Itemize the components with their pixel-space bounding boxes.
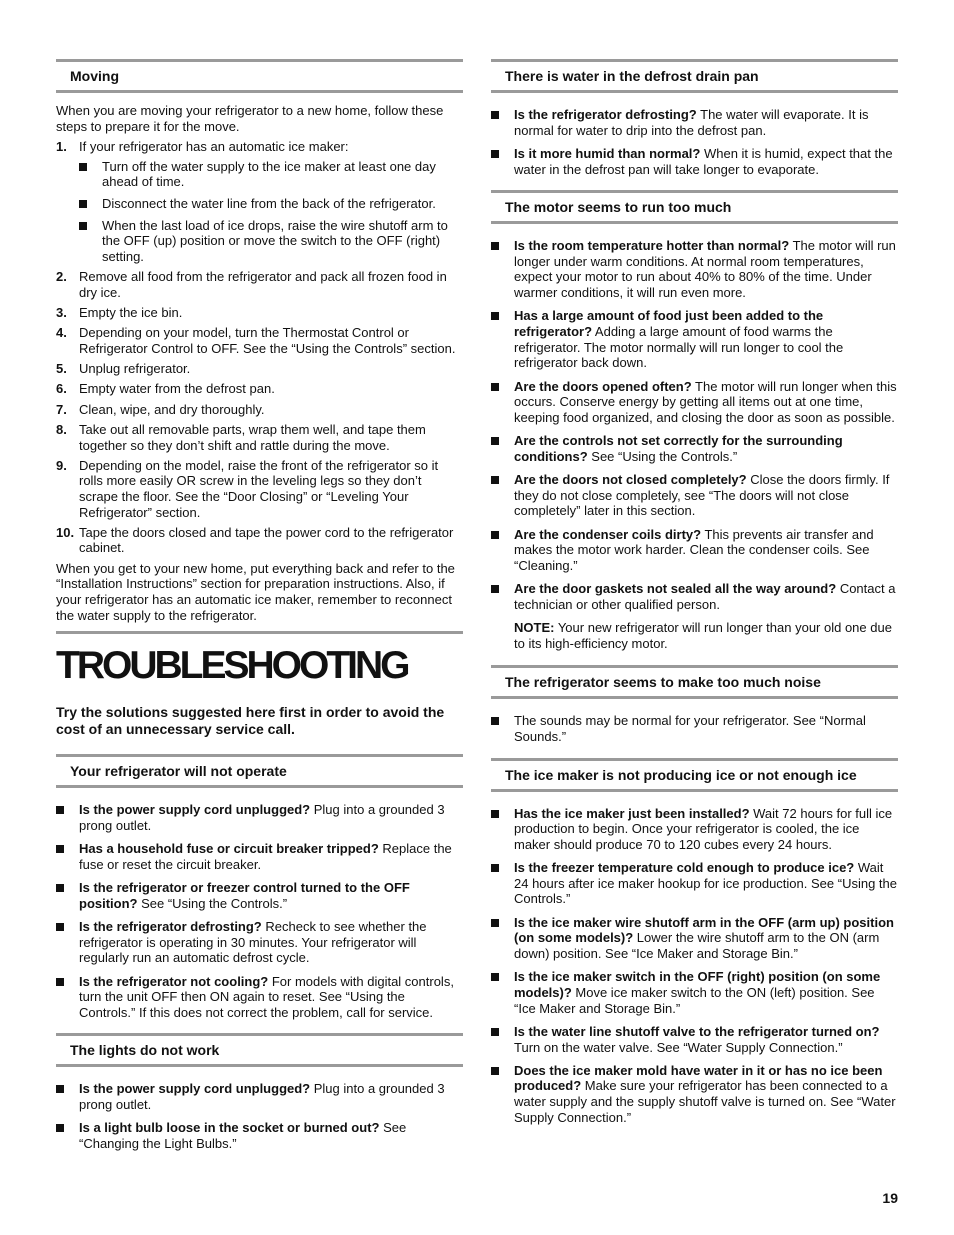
list-item: Are the controls not set correctly for the surrounding conditions? See “Using the Controls.”: [491, 433, 898, 464]
bullet-square-icon: [491, 437, 499, 445]
bullet-square-icon: [491, 150, 499, 158]
list-item: Has a household fuse or circuit breaker tripped? Replace the fuse or reset the circuit breaker.: [56, 841, 463, 872]
list-item: Has a large amount of food just been added to the refrigerator? Adding a large amount of food warms the refrigerator. The motor normally will run longer to cool the refrigerator back down.: [491, 308, 898, 370]
bullet-square-icon: [56, 1085, 64, 1093]
noise-list: [491, 713, 898, 744]
bullet-square-icon: [491, 242, 499, 250]
ice-maker-list: [491, 806, 898, 1126]
list-item: Are the condenser coils dirty? This prevents air transfer and makes the motor work harder. Clean the condenser coils. See “Cleaning.”: [491, 527, 898, 574]
troubleshooting-intro: Try the solutions suggested here first in order to avoid the cost of an unnecessary service call.: [56, 704, 445, 738]
bullet-square-icon: [79, 163, 87, 171]
ice-maker-substeps: [79, 159, 463, 265]
bullet-square-icon: [56, 923, 64, 931]
section-heading-lights: The lights do not work: [56, 1033, 463, 1067]
list-item: Are the doors not closed completely? Close the doors firmly. If they do not close completely, see “The doors will not close completely” later in this section.: [491, 472, 898, 519]
lights-list: [56, 1081, 463, 1151]
bullet-square-icon: [491, 476, 499, 484]
page-number: 19: [882, 1190, 898, 1206]
section-heading-motor: The motor seems to run too much: [491, 190, 898, 224]
bullet-square-icon: [491, 717, 499, 725]
list-item: Is the water line shutoff valve to the refrigerator turned on? Turn on the water valve. See “Water Supply Connection.”: [491, 1024, 898, 1055]
list-item: Does the ice maker mold have water in it or has no ice been produced? Make sure your refrigerator has been connected to a water supply and the supply shutoff valve is turned on. See “Water Supply Connection.”: [491, 1063, 898, 1125]
substep-item: When the last load of ice drops, raise the wire shutoff arm to the OFF (up) position or move the switch to the OFF (right) setting.: [79, 218, 463, 265]
bullet-square-icon: [491, 531, 499, 539]
bullet-square-icon: [491, 383, 499, 391]
list-item: Has the ice maker just been installed? Wait 72 hours for full ice production to begin. Once your refrigerator is cooled, the ice maker should produce 70 to 120 cubes every 24 hours.: [491, 806, 898, 853]
section-heading-ice-maker: The ice maker is not producing ice or not enough ice: [491, 758, 898, 792]
bullet-square-icon: [491, 1028, 499, 1036]
list-item: Is the power supply cord unplugged? Plug into a grounded 3 prong outlet.: [56, 1081, 463, 1112]
bullet-square-icon: [491, 585, 499, 593]
bullet-square-icon: [491, 111, 499, 119]
motor-list: [491, 238, 898, 612]
moving-steps: [56, 139, 463, 556]
list-item: Is the ice maker switch in the OFF (right) position (on some models)? Move ice maker switch to the ON (left) position. See “Ice Maker and Storage Bin.”: [491, 969, 898, 1016]
step-item: 7. Clean, wipe, and dry thoroughly.: [56, 401, 265, 417]
bullet-square-icon: [56, 884, 64, 892]
moving-intro: When you are moving your refrigerator to a new home, follow these steps to prepare it for the move.: [56, 103, 444, 134]
section-heading-defrost-pan: There is water in the defrost drain pan: [491, 59, 898, 93]
list-item: Is the room temperature hotter than normal? The motor will run longer under warm conditions. At normal room temperatures, expect your motor to run about 40% to 80% of the time. Under warmer conditions, it will run even more.: [491, 238, 898, 300]
list-item: Is the refrigerator defrosting? Recheck to see whether the refrigerator is operating in 30 minutes. Your refrigerator will regularly run an automatic defrost cycle.: [56, 919, 463, 966]
bullet-square-icon: [491, 1067, 499, 1075]
list-item: Is the freezer temperature cold enough to produce ice? Wait 24 hours after ice maker hookup for ice production. See “Using the Controls.”: [491, 860, 898, 907]
step-item: 3. Empty the ice bin.: [56, 304, 183, 320]
bullet-square-icon: [491, 810, 499, 818]
bullet-square-icon: [79, 200, 87, 208]
moving-outro: When you get to your new home, put everything back and refer to the “Installation Instructions” section for preparation instructions. Also, if your refrigerator has an automatic ice maker, remember to reconnect the water supply to the refrigerator.: [56, 560, 455, 623]
list-item: Are the doors opened often? The motor will run longer when this occurs. Conserve energy by getting all items out at one time, keeping food organized, and closing the door as soon as possible.: [491, 379, 898, 426]
list-item: The sounds may be normal for your refrigerator. See “Normal Sounds.”: [491, 713, 898, 744]
list-item: Is the refrigerator defrosting? The water will evaporate. It is normal for water to drip into the defrost pan.: [491, 107, 898, 138]
list-item: Is the refrigerator not cooling? For models with digital controls, turn the unit OFF then ON again to reset. See “Using the Controls.” If this does not correct the problem, call for service.: [56, 974, 463, 1021]
bullet-square-icon: [491, 973, 499, 981]
troubleshooting-title-block: [56, 631, 463, 688]
bullet-square-icon: [56, 845, 64, 853]
list-item: Is the refrigerator or freezer control turned to the OFF position? See “Using the Controls.”: [56, 880, 463, 911]
step-item: 1. If your refrigerator has an automatic ice maker: Turn off the water supply to the ice maker at least one day ahead of time. Disconnect the water line from the back of the refrigerator. When the last load of ice drops, raise the wire shutoff arm to the OFF (up) position or move the switch to the OFF (right) setting.: [56, 139, 463, 264]
section-heading-not-operate: Your refrigerator will not operate: [56, 754, 463, 788]
step-item: 10. Tape the doors closed and tape the power cord to the refrigerator cabinet.: [56, 524, 454, 556]
step-item: 6. Empty water from the defrost pan.: [56, 381, 275, 397]
section-heading-moving: Moving: [56, 59, 463, 93]
bullet-square-icon: [491, 919, 499, 927]
right-column: [491, 59, 898, 1133]
list-item: Is the ice maker wire shutoff arm in the OFF (arm up) position (on some models)? Lower the wire shutoff arm to the ON (arm down) position. See “Ice Maker and Storage Bin.”: [491, 915, 898, 962]
bullet-square-icon: [79, 222, 87, 230]
list-item: Is it more humid than normal? When it is humid, expect that the water in the defrost pan will take longer to evaporate.: [491, 146, 898, 177]
step-item: 5. Unplug refrigerator.: [56, 361, 191, 377]
bullet-square-icon: [56, 978, 64, 986]
substep-item: Turn off the water supply to the ice maker at least one day ahead of time.: [79, 159, 463, 190]
step-item: 9. Depending on the model, raise the front of the refrigerator so it rolls more easily OR screw in the leveling legs so they don’t scrape the floor. See the “Door Closing” or “Leveling Your Refrigerator” section.: [56, 457, 439, 520]
list-item: Is a light bulb loose in the socket or burned out? See “Changing the Light Bulbs.”: [56, 1120, 463, 1151]
step-item: 8. Take out all removable parts, wrap them well, and tape them together so they don’t shift and rattle during the move.: [56, 421, 426, 453]
motor-note: NOTE: Your new refrigerator will run longer than your old one due to its high-efficiency motor.: [514, 620, 892, 651]
section-heading-noise: The refrigerator seems to make too much noise: [491, 665, 898, 699]
list-item: Is the power supply cord unplugged? Plug into a grounded 3 prong outlet.: [56, 802, 463, 833]
bullet-square-icon: [56, 806, 64, 814]
page-title: TROUBLESHOOTING: [56, 644, 408, 688]
left-column: [56, 59, 463, 1159]
list-item: Are the door gaskets not sealed all the way around? Contact a technician or other qualified person.: [491, 581, 898, 612]
step-item: 4. Depending on your model, turn the Thermostat Control or Refrigerator Control to OFF. See the “Using the Controls” section.: [56, 325, 456, 356]
bullet-square-icon: [56, 1124, 64, 1132]
substep-item: Disconnect the water line from the back of the refrigerator.: [79, 196, 463, 212]
bullet-square-icon: [491, 864, 499, 872]
not-operate-list: [56, 802, 463, 1020]
bullet-square-icon: [491, 312, 499, 320]
step-item: 2. Remove all food from the refrigerator and pack all frozen food in dry ice.: [56, 269, 447, 300]
defrost-pan-list: [491, 107, 898, 177]
